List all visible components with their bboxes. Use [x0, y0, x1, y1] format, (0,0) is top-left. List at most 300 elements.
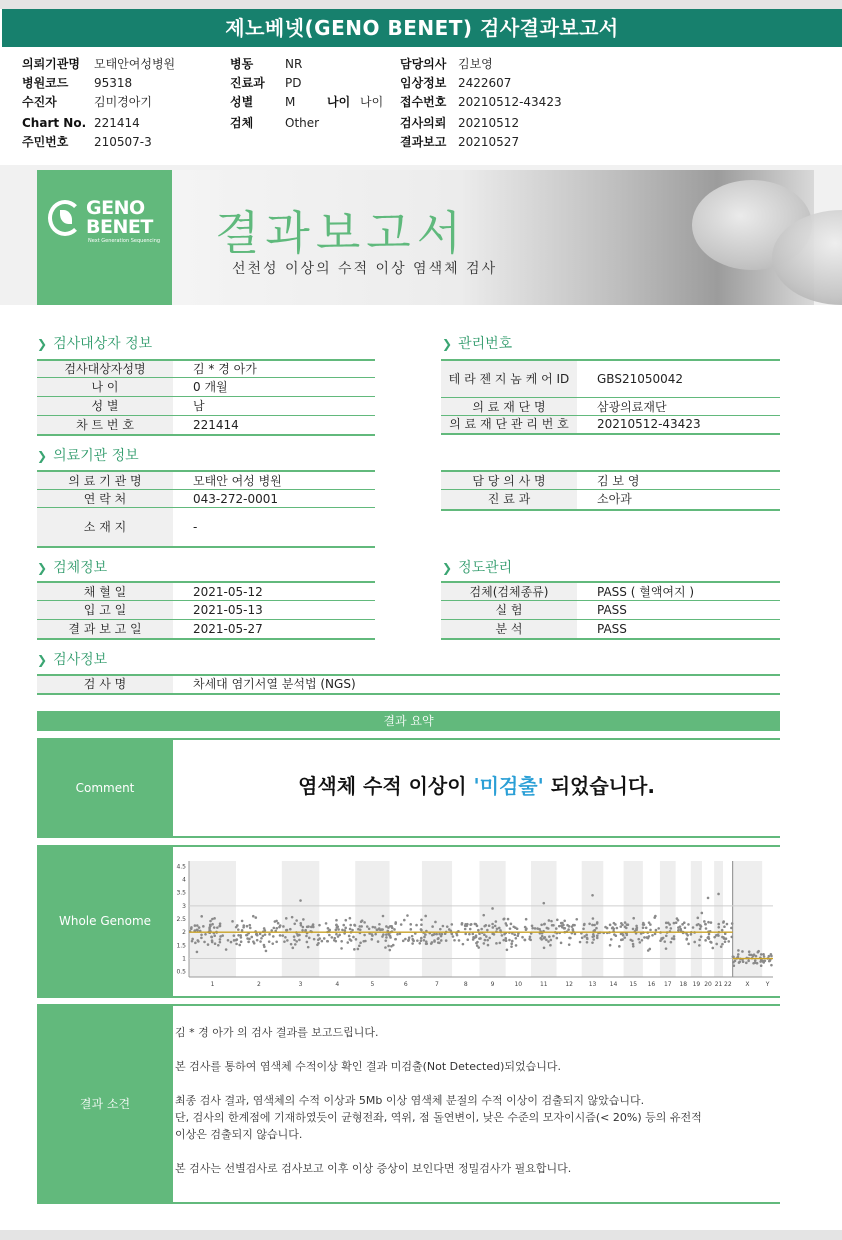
copy-number-point: [294, 943, 297, 946]
findings-body: [173, 1006, 780, 1202]
copy-number-point: [730, 936, 733, 939]
copy-number-point: [757, 951, 760, 954]
copy-number-point: [709, 941, 712, 944]
copy-number-point: [513, 933, 516, 936]
copy-number-point: [334, 940, 337, 943]
table-label: 의 료 기 관 명: [37, 472, 173, 489]
copy-number-point: [399, 932, 402, 935]
table-row: [441, 398, 780, 416]
copy-number-point: [370, 938, 373, 941]
copy-number-point: [635, 925, 638, 928]
copy-number-point: [227, 939, 230, 942]
copy-number-point: [393, 928, 396, 931]
copy-number-point: [368, 927, 371, 930]
copy-number-point: [715, 934, 718, 937]
copy-number-point: [762, 960, 765, 963]
copy-number-point: [442, 925, 445, 928]
copy-number-point: [464, 928, 467, 931]
copy-number-point: [298, 939, 301, 942]
copy-number-point: [649, 923, 652, 926]
copy-number-point: [402, 940, 405, 943]
copy-number-point: [493, 933, 496, 936]
copy-number-point: [595, 927, 598, 930]
copy-number-point: [318, 924, 321, 927]
copy-number-point: [439, 928, 442, 931]
header-field-value: 김미경아기: [94, 95, 152, 109]
copy-number-point: [609, 944, 612, 947]
comment-text-pre: 염색체 수적 이상이: [298, 774, 474, 798]
report-title: 제노베넷(GENO BENET) 검사결과보고서: [2, 9, 842, 47]
copy-number-point: [750, 954, 753, 957]
copy-number-point: [377, 940, 380, 943]
table-label: 검 사 명: [37, 676, 173, 693]
copy-number-point: [274, 920, 277, 923]
header-age-value: 나이: [360, 95, 384, 109]
copy-number-point: [346, 941, 349, 944]
copy-number-point: [504, 937, 507, 940]
copy-number-point: [498, 942, 501, 945]
copy-number-point: [210, 936, 213, 939]
summary-bar: 결과 요약: [37, 711, 780, 731]
header-field-label: 수진자: [22, 95, 57, 109]
table-value: 2021-05-12: [193, 585, 263, 599]
copy-number-point: [208, 926, 211, 929]
copy-number-point: [289, 928, 292, 931]
copy-number-point: [476, 944, 479, 947]
copy-number-point: [200, 937, 203, 940]
header-field-label: Chart No.: [22, 116, 87, 130]
copy-number-point: [359, 928, 362, 931]
copy-number-point: [515, 937, 518, 940]
copy-number-point: [286, 929, 289, 932]
table-value: 차세대 염기서열 분석법 (NGS): [193, 677, 356, 691]
copy-number-point: [306, 941, 309, 944]
copy-number-point: [313, 938, 316, 941]
chevron-right-icon: ❯: [37, 653, 48, 667]
copy-number-point: [351, 929, 354, 932]
copy-number-point: [437, 941, 440, 944]
x-tick-label: 9: [490, 981, 495, 988]
copy-number-point: [394, 938, 397, 941]
table-value: 221414: [193, 418, 239, 432]
x-tick-label: 7: [435, 981, 439, 988]
copy-number-point: [555, 927, 558, 930]
copy-number-point: [265, 950, 268, 953]
y-tick-label: 2: [182, 929, 186, 937]
copy-number-point: [648, 935, 651, 938]
table-row: [37, 620, 375, 638]
copy-number-point: [331, 936, 334, 939]
copy-number-point: [571, 925, 574, 928]
copy-number-point: [488, 937, 491, 940]
banner-title: 결과보고서: [215, 206, 468, 260]
copy-number-point: [209, 920, 212, 923]
copy-number-point: [290, 943, 293, 946]
copy-number-point: [551, 924, 554, 927]
copy-number-point: [540, 923, 543, 926]
section-heading-mgmt: [442, 333, 512, 353]
copy-number-point: [230, 941, 233, 944]
copy-number-point: [692, 926, 695, 929]
copy-number-point: [254, 916, 257, 919]
comment-text-post: 되었습니다.: [543, 774, 655, 798]
copy-number-point: [550, 939, 553, 942]
copy-number-point: [491, 923, 494, 926]
copy-number-point: [521, 936, 524, 939]
copy-number-point: [418, 942, 421, 945]
copy-number-point: [620, 939, 623, 942]
copy-number-point: [430, 942, 433, 945]
specimen-info-table: [37, 581, 375, 640]
copy-number-point: [388, 949, 391, 952]
copy-number-point: [259, 940, 262, 943]
section-heading-text: 의료기관 정보: [53, 448, 139, 464]
table-row: [37, 397, 375, 416]
copy-number-point: [495, 920, 498, 923]
copy-number-point: [440, 939, 443, 942]
copy-number-point: [236, 938, 239, 941]
copy-number-point: [574, 933, 577, 936]
copy-number-point: [583, 935, 586, 938]
header-field-label: 접수번호: [400, 95, 447, 109]
copy-number-point: [684, 926, 687, 929]
copy-number-point: [505, 939, 508, 942]
copy-number-point: [196, 924, 199, 927]
copy-number-point: [679, 925, 682, 928]
copy-number-point: [291, 916, 294, 919]
copy-number-point: [400, 923, 403, 926]
table-value: 2021-05-27: [193, 622, 263, 636]
copy-number-point: [225, 948, 228, 951]
copy-number-point: [568, 937, 571, 940]
copy-number-point: [741, 950, 744, 953]
copy-number-point: [686, 938, 689, 941]
copy-number-point: [381, 935, 384, 938]
table-row: [37, 583, 375, 601]
copy-number-point: [259, 933, 262, 936]
copy-number-point: [547, 940, 550, 943]
copy-number-point: [446, 925, 449, 928]
copy-number-point: [575, 918, 578, 921]
copy-number-point: [477, 929, 480, 932]
copy-number-point: [218, 925, 221, 928]
top-strip: [0, 0, 842, 9]
copy-number-point: [277, 922, 280, 925]
copy-number-point: [611, 927, 614, 930]
copy-number-point: [655, 929, 658, 932]
copy-number-point: [238, 944, 241, 947]
copy-number-point: [300, 924, 303, 927]
copy-number-point: [715, 943, 718, 946]
copy-number-point: [632, 917, 635, 920]
copy-number-point: [491, 907, 494, 910]
copy-number-point: [690, 933, 693, 936]
doctor-info-table: [441, 470, 780, 511]
copy-number-point: [698, 944, 701, 947]
copy-number-point: [286, 939, 289, 942]
y-tick-label: 0.5: [176, 968, 186, 976]
copy-number-point: [387, 945, 390, 948]
y-tick-label: 3: [182, 902, 186, 910]
copy-number-point: [349, 928, 352, 931]
copy-number-point: [323, 937, 326, 940]
table-row: [37, 378, 375, 397]
copy-number-point: [381, 928, 384, 931]
copy-number-point: [285, 917, 288, 920]
copy-number-point: [540, 938, 543, 941]
copy-number-point: [495, 942, 498, 945]
copy-number-point: [411, 942, 414, 945]
header-field-value: PD: [285, 76, 302, 90]
findings-panel: [37, 1004, 780, 1204]
chevron-right-icon: ❯: [37, 337, 48, 351]
copy-number-point: [420, 939, 423, 942]
table-row: [37, 472, 375, 490]
copy-number-point: [327, 927, 330, 930]
copy-number-point: [586, 941, 589, 944]
copy-number-point: [389, 925, 392, 928]
copy-number-point: [548, 919, 551, 922]
copy-number-point: [363, 921, 366, 924]
copy-number-point: [525, 918, 528, 921]
copy-number-point: [699, 927, 702, 930]
copy-number-point: [583, 924, 586, 927]
header-field-value: 20210527: [458, 135, 520, 149]
comment-text: [173, 770, 780, 799]
copy-number-point: [394, 922, 397, 925]
copy-number-point: [475, 936, 478, 939]
copy-number-point: [558, 925, 561, 928]
table-label: 분 석: [441, 620, 577, 638]
copy-number-point: [651, 934, 654, 937]
copy-number-point: [214, 942, 217, 945]
header-field-label: 진료과: [230, 76, 265, 90]
x-tick-label: 12: [565, 981, 573, 988]
table-value: 삼광의료재단: [597, 400, 667, 414]
copy-number-point: [349, 917, 352, 920]
copy-number-point: [548, 935, 551, 938]
copy-number-point: [596, 937, 599, 940]
copy-number-point: [737, 949, 740, 952]
copy-number-point: [433, 940, 436, 943]
copy-number-point: [737, 953, 740, 956]
copy-number-point: [440, 935, 443, 938]
section-heading-institution: [37, 445, 139, 465]
copy-number-point: [250, 936, 253, 939]
y-tick-label: 3.5: [176, 889, 186, 897]
copy-number-point: [202, 925, 205, 928]
section-heading-qc: [442, 557, 512, 577]
copy-number-point: [198, 926, 201, 929]
copy-number-point: [221, 934, 224, 937]
copy-number-point: [321, 940, 324, 943]
copy-number-point: [604, 926, 607, 929]
copy-number-point: [197, 940, 200, 943]
copy-number-point: [219, 922, 222, 925]
copy-number-point: [770, 964, 773, 967]
copy-number-point: [366, 925, 369, 928]
chromosome-band: [479, 861, 505, 977]
copy-number-point: [242, 924, 245, 927]
copy-number-point: [725, 937, 728, 940]
copy-number-point: [507, 918, 510, 921]
x-tick-label: 15: [629, 981, 638, 988]
copy-number-point: [415, 924, 418, 927]
comment-panel: [37, 738, 780, 838]
copy-number-point: [268, 933, 271, 936]
copy-number-point: [529, 939, 532, 942]
geno-benet-logo: [48, 197, 161, 248]
copy-number-point: [363, 934, 366, 937]
copy-number-point: [385, 936, 388, 939]
table-value: GBS21050042: [597, 372, 684, 386]
copy-number-point: [200, 915, 203, 918]
copy-number-point: [753, 953, 756, 956]
header-field-label: 병원코드: [22, 76, 69, 90]
copy-number-point: [687, 943, 690, 946]
copy-number-point: [209, 924, 212, 927]
copy-number-point: [308, 937, 311, 940]
section-heading-test: [37, 649, 107, 669]
table-row: [37, 416, 375, 434]
copy-number-point: [438, 933, 441, 936]
x-tick-label: 20: [704, 981, 712, 988]
chevron-right-icon: ❯: [37, 449, 48, 463]
copy-number-point: [579, 941, 582, 944]
copy-number-point: [268, 940, 271, 943]
copy-number-point: [516, 927, 519, 930]
test-info-table: [37, 674, 780, 695]
x-tick-label: 3: [298, 981, 303, 988]
copy-number-point: [235, 943, 238, 946]
copy-number-point: [657, 927, 660, 930]
header-field-value: NR: [285, 57, 303, 71]
copy-number-point: [263, 945, 266, 948]
copy-number-point: [252, 915, 255, 918]
copy-number-point: [704, 923, 707, 926]
copy-number-point: [641, 939, 644, 942]
copy-number-point: [677, 929, 680, 932]
copy-number-point: [673, 922, 676, 925]
copy-number-point: [469, 923, 472, 926]
copy-number-point: [676, 917, 679, 920]
copy-number-point: [281, 934, 284, 937]
x-tick-label: 8: [463, 981, 468, 988]
section-heading-text: 검사대상자 정보: [53, 336, 153, 352]
table-row: [441, 361, 780, 398]
copy-number-point: [279, 934, 282, 937]
copy-number-point: [649, 929, 652, 932]
copy-number-point: [431, 925, 434, 928]
copy-number-point: [432, 933, 435, 936]
copy-number-point: [335, 933, 338, 936]
copy-number-point: [721, 929, 724, 932]
whole-genome-label: Whole Genome: [37, 847, 173, 996]
copy-number-point: [509, 927, 512, 930]
copy-number-point: [216, 926, 219, 929]
copy-number-point: [499, 929, 502, 932]
copy-number-point: [723, 925, 726, 928]
copy-number-point: [596, 934, 599, 937]
copy-number-point: [591, 924, 594, 927]
copy-number-point: [382, 915, 385, 918]
copy-number-point: [333, 937, 336, 940]
copy-number-point: [305, 935, 308, 938]
copy-number-point: [483, 933, 486, 936]
copy-number-point: [263, 927, 266, 930]
copy-number-point: [295, 940, 298, 943]
copy-number-point: [593, 935, 596, 938]
comment-highlight: '미검출': [473, 774, 544, 798]
copy-number-point: [469, 928, 472, 931]
copy-number-point: [621, 923, 624, 926]
copy-number-point: [203, 941, 206, 944]
table-row: [441, 583, 780, 601]
copy-number-point: [191, 940, 194, 943]
copy-number-point: [312, 923, 315, 926]
whole-genome-plot: [173, 847, 780, 996]
copy-number-point: [547, 927, 550, 930]
copy-number-point: [472, 936, 475, 939]
table-value: -: [193, 520, 198, 534]
copy-number-point: [411, 935, 414, 938]
x-tick-label: 2: [256, 981, 261, 988]
header-field-value: M: [285, 95, 296, 109]
header-field-label: 주민번호: [22, 135, 69, 149]
copy-number-point: [317, 942, 320, 945]
header-field-value: 210507-3: [94, 135, 152, 149]
table-label: 실 험: [441, 601, 577, 619]
copy-number-point: [717, 923, 720, 926]
copy-number-point: [724, 940, 727, 943]
copy-number-point: [571, 928, 574, 931]
copy-number-point: [384, 939, 387, 942]
copy-number-point: [213, 926, 216, 929]
copy-number-point: [374, 933, 377, 936]
copy-number-point: [408, 936, 411, 939]
copy-number-point: [683, 921, 686, 924]
table-value: 0 개월: [193, 380, 228, 394]
copy-number-point: [696, 924, 699, 927]
copy-number-point: [468, 933, 471, 936]
table-label: 연 락 처: [37, 490, 173, 507]
copy-number-point: [480, 928, 483, 931]
x-tick-label: 10: [514, 981, 523, 988]
copy-number-point: [194, 924, 197, 927]
table-row: [37, 601, 375, 620]
y-tick-label: 4.5: [176, 863, 186, 871]
copy-number-point: [344, 919, 347, 922]
copy-number-point: [310, 926, 313, 929]
copy-number-point: [301, 929, 304, 932]
copy-number-point: [231, 920, 234, 923]
copy-number-point: [213, 934, 216, 937]
table-row: [37, 361, 375, 378]
copy-number-point: [337, 935, 340, 938]
table-label: 의 료 재 단 명: [441, 398, 577, 415]
copy-number-point: [352, 936, 355, 939]
copy-number-point: [596, 921, 599, 924]
copy-number-point: [717, 893, 720, 896]
copy-number-point: [435, 933, 438, 936]
chromosome-band: [422, 861, 452, 977]
copy-number-point: [591, 894, 594, 897]
copy-number-point: [568, 943, 571, 946]
copy-number-point: [420, 937, 423, 940]
copy-number-point: [403, 919, 406, 922]
copy-number-point: [543, 923, 546, 926]
copy-number-point: [385, 933, 388, 936]
